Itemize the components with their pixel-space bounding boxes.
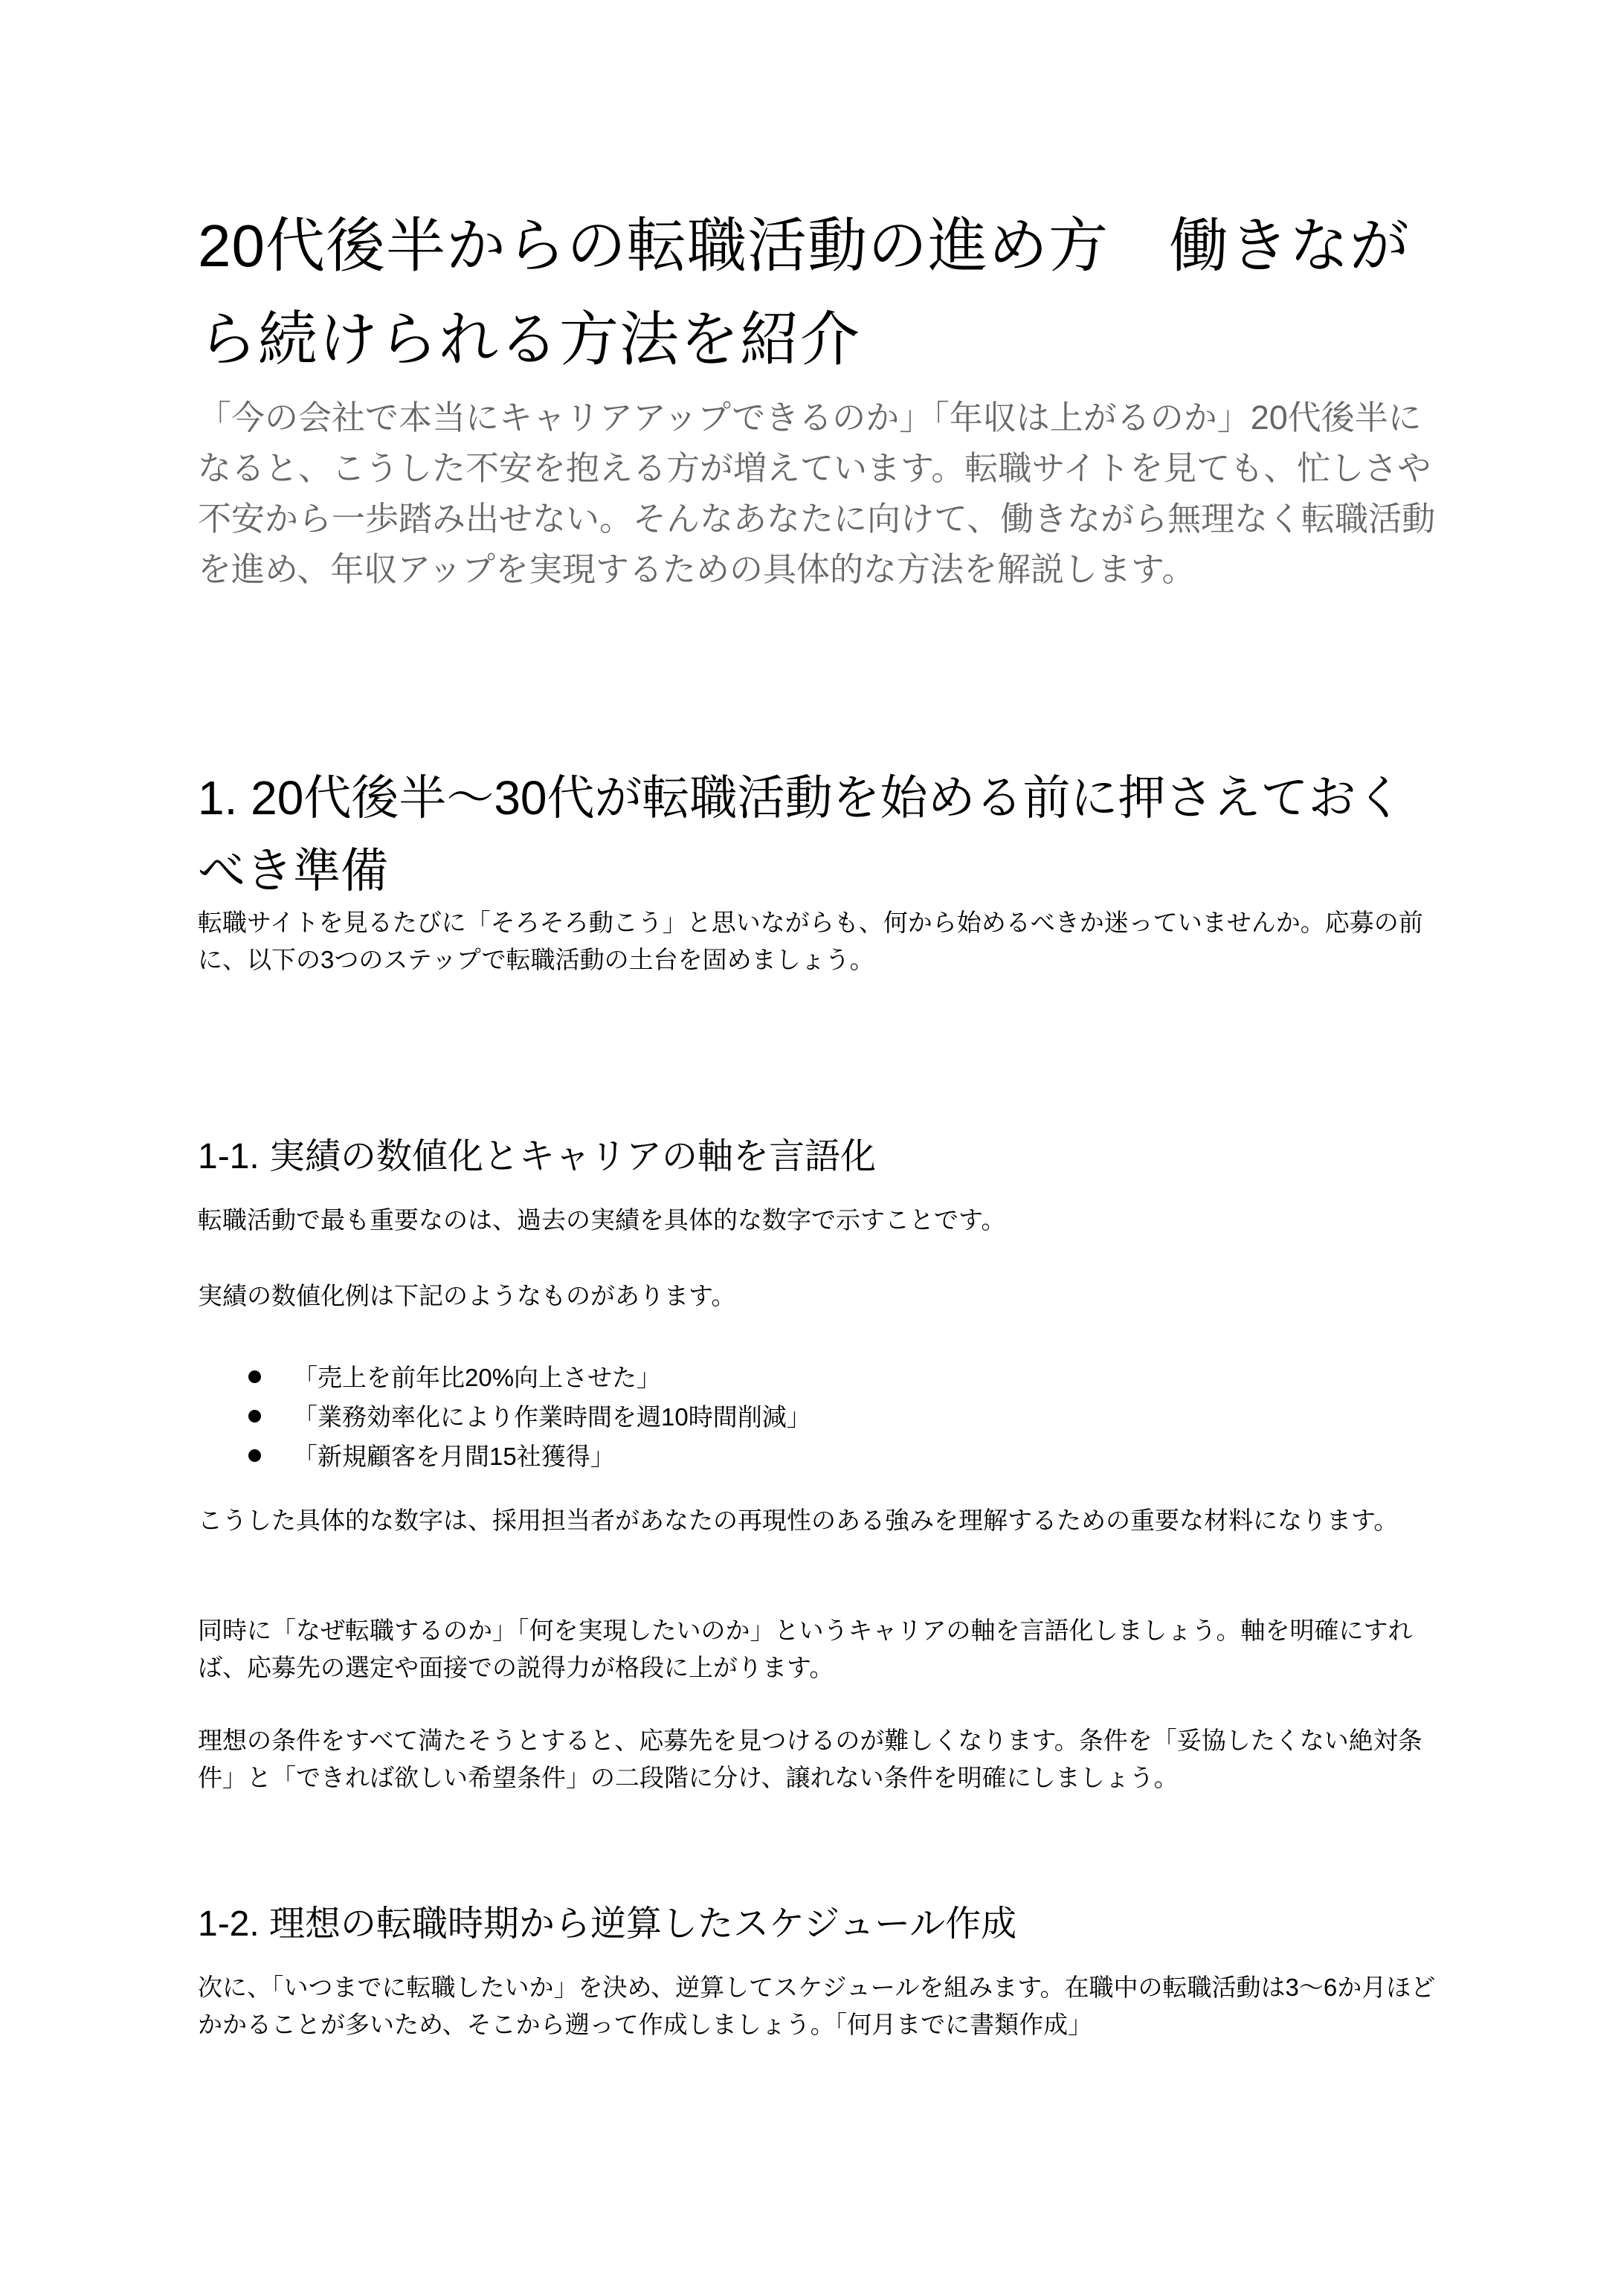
section-1-1-paragraph-4: 同時に「なぜ転職するのか」「何を実現したいのか」というキャリアの軸を言語化しましょう。軸を明確にすれば、応募先の選定や面接での説得力が格段に上がります。 [198, 1617, 1413, 1681]
bullet-icon [248, 1449, 261, 1462]
section-1-intro: 転職サイトを見るたびに「そろそろ動こう」と思いながらも、何から始めるべきか迷っていませんか。応募の前に、以下の3つのステップで転職活動の土台を固めましょう。 [198, 909, 1423, 973]
list-item-text: 「新規顧客を月間15社獲得」 [293, 1443, 615, 1470]
section-1-1-heading: 1-1. 実績の数値化とキャリアの軸を言語化 [198, 1137, 877, 1176]
document-subtitle: 「今の会社で本当にキャリアアップできるのか」「年収は上がるのか」20代後半になると、こうした不安を抱える方が増えています。転職サイトを見ても、忙しさや不安から一歩踏み出せない。そんなあなたに向けて、働きながら無理なく転職活動を進め、年収アップを実現するための具体的な方法を解説します。 [198, 399, 1436, 588]
list-item-text: 「業務効率化により作業時間を週10時間削減」 [293, 1403, 811, 1431]
list-item [198, 1437, 1447, 1476]
section-1-heading: 1. 20代後半～30代が転職活動を始める前に押さえておくべき準備 [198, 771, 1404, 898]
list-item [198, 1358, 1447, 1397]
list-item-text: 「売上を前年比20%向上させた」 [293, 1364, 662, 1391]
section-1-2-heading: 1-2. 理想の転職時期から逆算したスケジュール作成 [198, 1904, 1017, 1944]
section-1-1-paragraph-2: 実績の数値化例は下記のようなものがあります。 [198, 1282, 736, 1309]
achievement-examples-list [198, 1358, 1447, 1476]
document-title: 20代後半からの転職活動の進め方 働きながら続けられる方法を紹介 [198, 213, 1410, 373]
section-1-1-paragraph-3: こうした具体的な数字は、採用担当者があなたの再現性のある強みを理解するための重要な材料になります。 [198, 1507, 1399, 1534]
list-item [198, 1397, 1447, 1437]
bullet-icon [248, 1370, 261, 1383]
section-1-2-paragraph-1: 次に、「いつまでに転職したいか」を決め、逆算してスケジュールを組みます。在職中の転職活動は3～6か月ほどかかることが多いため、そこから遡って作成しましょう。「何月までに書類作成」 [198, 1974, 1436, 2038]
bullet-icon [248, 1410, 261, 1423]
section-1-1-paragraph-5: 理想の条件をすべて満たそうとすると、応募先を見つけるのが難しくなります。条件を「妥協したくない絶対条件」と「できれば欲しい希望条件」の二段階に分け、譲れない条件を明確にしましょう。 [198, 1727, 1422, 1791]
section-1-1-paragraph-1: 転職活動で最も重要なのは、過去の実績を具体的な数字で示すことです。 [198, 1206, 1006, 1234]
